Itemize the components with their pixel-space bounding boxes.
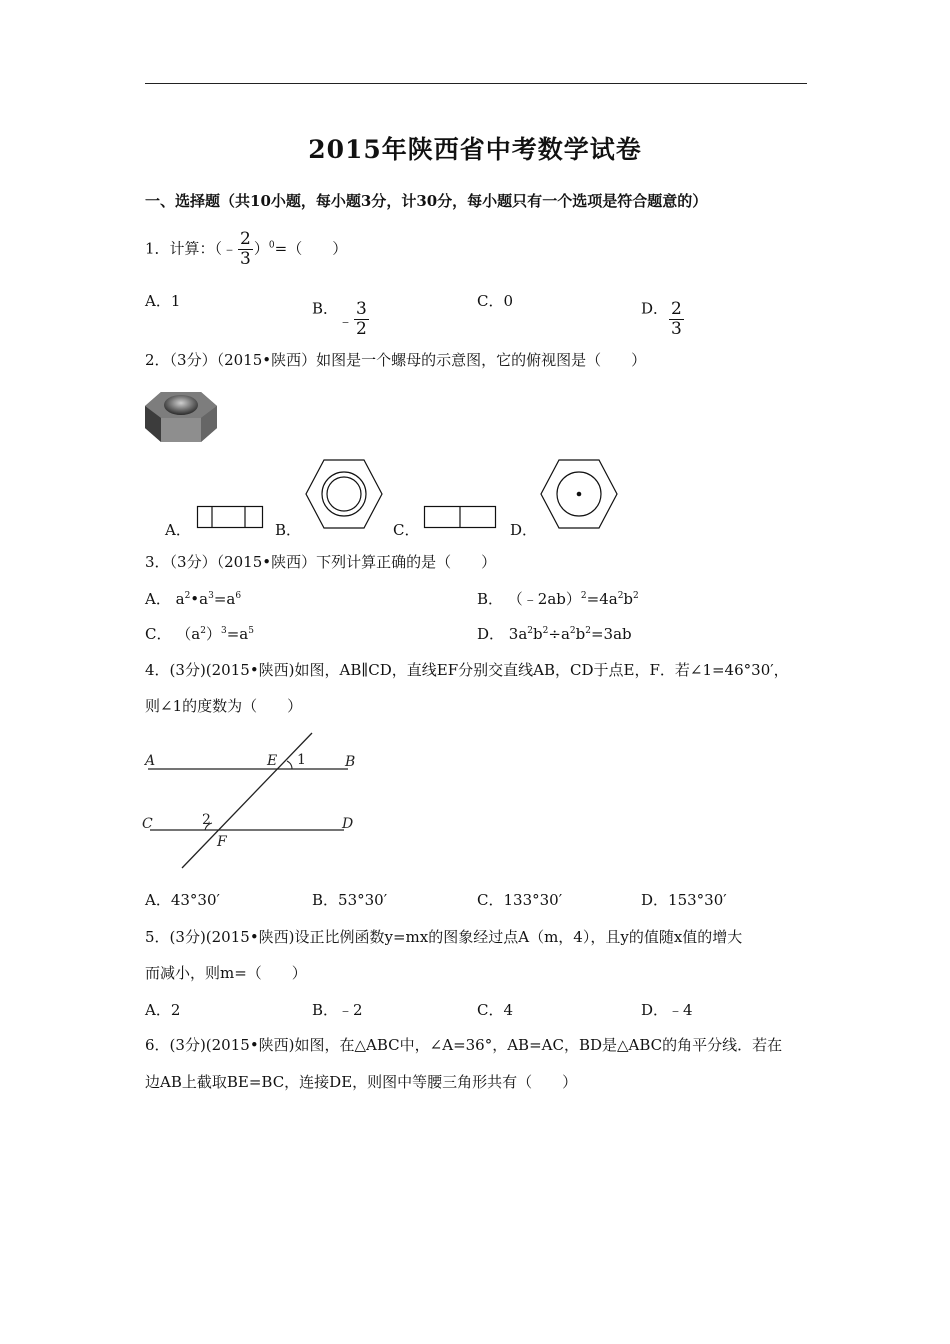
q1-stem-c: =（ ）: [274, 239, 348, 258]
q5-stem-line2: 而减小，则m=（ ）: [145, 964, 307, 982]
q4-label-a: A: [145, 753, 156, 769]
q2-c-rectangle-figure: [423, 505, 497, 529]
q3-option-b[interactable]: B． $(﹣2ab)^2=4a^2b^2$: [477, 590, 639, 608]
q4-label-e: E: [267, 753, 278, 769]
q4-option-a[interactable]: A．43°30′: [145, 891, 220, 909]
q1-b-num: 3: [356, 299, 367, 319]
q1-b-label: B．: [312, 299, 339, 318]
q3-b-label: B．: [477, 590, 504, 608]
q1-option-a[interactable]: A．1: [145, 292, 181, 310]
q5-option-b[interactable]: B．﹣2: [312, 1001, 363, 1019]
q4-stem-line2: 则∠1的度数为（ ）: [145, 697, 303, 715]
q1-d-num: 2: [671, 299, 682, 319]
q5-option-d[interactable]: D．﹣4: [641, 1001, 693, 1019]
q1-d-label: D．: [641, 299, 669, 318]
q1-stem-b: ）: [253, 239, 269, 258]
q3-c-label: C．: [145, 625, 172, 643]
q4-label-c: C: [142, 816, 153, 832]
q2-option-a[interactable]: A．: [165, 521, 191, 539]
q4-option-c[interactable]: C．133°30′: [477, 891, 563, 909]
q4-label-f: F: [217, 834, 227, 850]
q1-frac-num: 2: [240, 229, 251, 249]
q1-b-fraction: [354, 300, 369, 339]
q3-option-c[interactable]: C． $(a^2)^3=a^5$: [145, 625, 254, 643]
section-heading: 一、选择题（共10小题，每小题3分，计30分，每小题只有一个选项是符合题意的）: [145, 192, 708, 210]
q5-stem-line1: 5．(3分)(2015•陕西)设正比例函数y=mx的图象经过点A（m，4），且y的值随x值的增大: [145, 928, 743, 946]
q3-option-a[interactable]: A． $a^2•a^3=a^6$: [145, 590, 242, 608]
q3-stem: 3．（3分）（2015•陕西）下列计算正确的是（ ）: [145, 553, 497, 571]
q3-d-label: D．: [477, 625, 505, 643]
q5-option-a[interactable]: A．2: [145, 1001, 181, 1019]
page-title: 2015年陕西省中考数学试卷: [308, 135, 642, 164]
q4-parallel-lines-figure: [140, 730, 370, 872]
header-rule: [145, 83, 807, 84]
q4-label-2: 2: [202, 812, 211, 828]
q1-option-b[interactable]: [312, 290, 370, 339]
q2-d-hexagon-circle-dot-figure: [539, 458, 619, 530]
q1-b-den: 2: [356, 319, 367, 339]
q2-option-b[interactable]: B．: [275, 521, 302, 539]
q4-label-1: 1: [297, 752, 306, 768]
q4-label-b: B: [345, 754, 356, 770]
q1-option-d[interactable]: [641, 290, 685, 339]
q1-frac-den: 3: [240, 249, 251, 269]
q3-option-d[interactable]: D． $3a^2b^2\div a^2b^2=3ab$: [477, 625, 632, 643]
q4-option-b[interactable]: B．53°30′: [312, 891, 388, 909]
q4-stem-line1: 4．(3分)(2015•陕西)如图，AB∥CD，直线EF分别交直线AB，CD于点E，F．若∠1=46°30′，: [145, 661, 789, 679]
q1-b-sign: ﹣: [338, 311, 354, 330]
q4-label-d: D: [342, 816, 354, 832]
q2-option-d[interactable]: D．: [510, 521, 538, 539]
q1-d-fraction: [669, 300, 684, 339]
q6-stem-line1: 6．(3分)(2015•陕西)如图，在△ABC中，∠A=36°，AB=AC，BD是△ABC的角平分线．若在: [145, 1036, 783, 1054]
q2-option-c[interactable]: C．: [393, 521, 420, 539]
q2-stem: 2．（3分）（2015•陕西）如图是一个螺母的示意图，它的俯视图是（ ）: [145, 351, 647, 369]
q1-d-den: 3: [671, 319, 682, 339]
q2-a-rectangle-figure: [196, 505, 264, 529]
q5-option-c[interactable]: C．4: [477, 1001, 514, 1019]
q1-stem-a: 1．计算：（﹣: [145, 239, 238, 258]
q1-stem: [145, 230, 347, 269]
q4-option-d[interactable]: D．153°30′: [641, 891, 727, 909]
q2-b-hexagon-circle-figure: [304, 458, 384, 530]
q1-fraction: [238, 230, 253, 269]
q3-a-label: A．: [145, 590, 171, 608]
q6-stem-line2: 边AB上截取BE=BC，连接DE，则图中等腰三角形共有（ ）: [145, 1073, 578, 1091]
q1-option-c[interactable]: C．0: [477, 292, 514, 310]
q1-exponent: 0: [268, 240, 275, 251]
hex-nut-image: [143, 386, 219, 448]
